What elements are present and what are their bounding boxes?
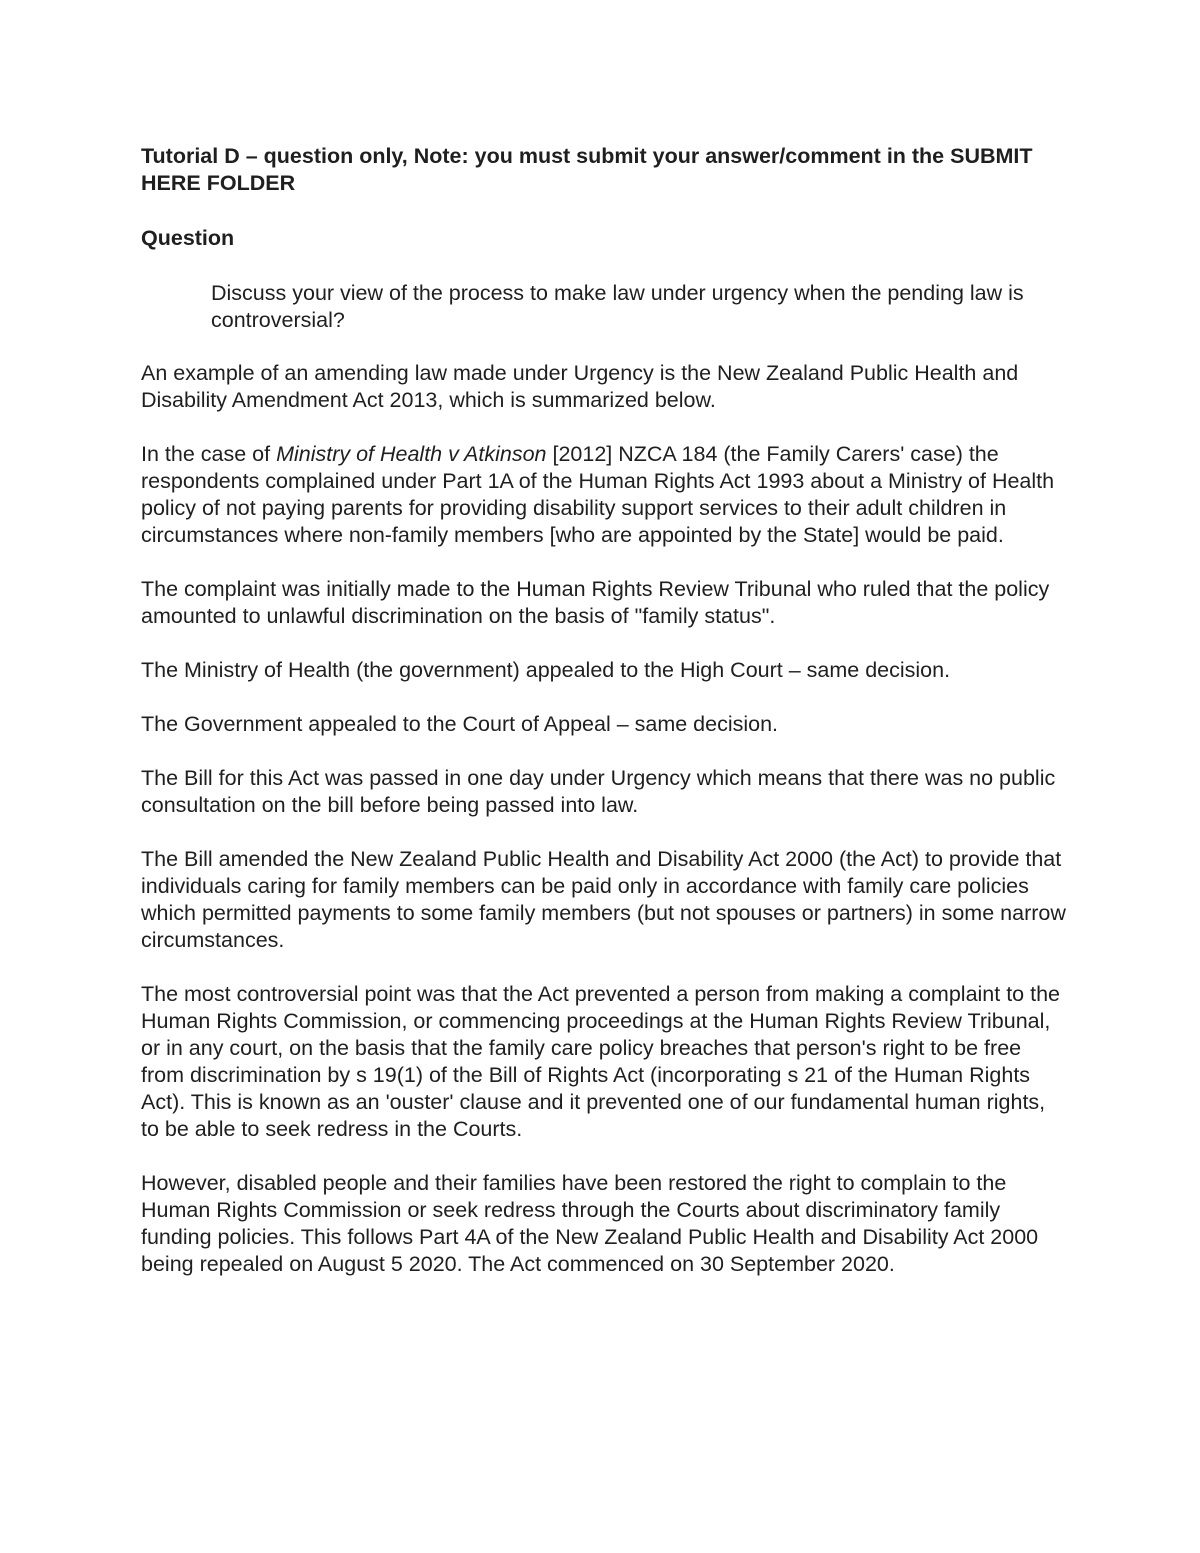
document-title: Tutorial D – question only, Note: you must submit your answer/comment in the SUBMIT HERE FOLDER (141, 144, 1033, 195)
question-text: Discuss your view of the process to make law under urgency when the pending law is controversial? (211, 281, 1024, 332)
paragraph-urgency: The Bill for this Act was passed in one day under Urgency which means that there was no public consultation on the bill before being passed into law. (141, 766, 1056, 817)
question-heading: Question (141, 226, 235, 250)
paragraph-tribunal-ruling: The complaint was initially made to the Human Rights Review Tribunal who ruled that the policy amounted to unlawful discrimination on the basis of "family status". (141, 577, 1050, 628)
case-intro-text: In the case of (141, 442, 277, 466)
paragraph-high-court-appeal: The Ministry of Health (the government) appealed to the High Court – same decision. (141, 658, 951, 682)
paragraph-court-of-appeal: The Government appealed to the Court of Appeal – same decision. (141, 712, 779, 736)
document-body (141, 143, 1066, 1305)
case-name: Ministry of Health v Atkinson (276, 442, 547, 466)
paragraph-bill-amendment: The Bill amended the New Zealand Public Health and Disability Act 2000 (the Act) to provide that individuals caring for family members can be paid only in accordance with family care policies which permitted payments to some family members (but not spouses or partners) in some narrow circumstances. (141, 847, 1066, 952)
paragraph-case-summary (141, 441, 1066, 549)
paragraph-rights-restored: However, disabled people and their families have been restored the right to complain to the Human Rights Commission or seek redress through the Courts about discriminatory family funding policies. This follows Part 4A of the New Zealand Public Health and Disability Act 2000 being repealed on August 5 2020. The Act commenced on 30 September 2020. (141, 1171, 1039, 1276)
paragraph-example-amending-law: An example of an amending law made under Urgency is the New Zealand Public Health and Disability Amendment Act 2013, which is summarized below. (141, 361, 1019, 412)
paragraph-ouster-clause: The most controversial point was that the Act prevented a person from making a complaint to the Human Rights Commission, or commencing proceedings at the Human Rights Review Tribunal, or in any court, on the basis that the family care policy breaches that person's right to be free from discrimination by s 19(1) of the Bill of Rights Act (incorporating s 21 of the Human Rights Act). This is known as an 'ouster' clause and it prevented one of our fundamental human rights, to be able to seek redress in the Courts. (141, 982, 1060, 1141)
case-details-text: [2012] NZCA 184 (the Family Carers' case) the respondents complained under Part 1A of the Human Rights Act 1993 about a Ministry of Health policy of not paying parents for providing disability support services to their adult children in circumstances where non-family members [who are appointed by the State] would be paid. (141, 442, 1055, 547)
